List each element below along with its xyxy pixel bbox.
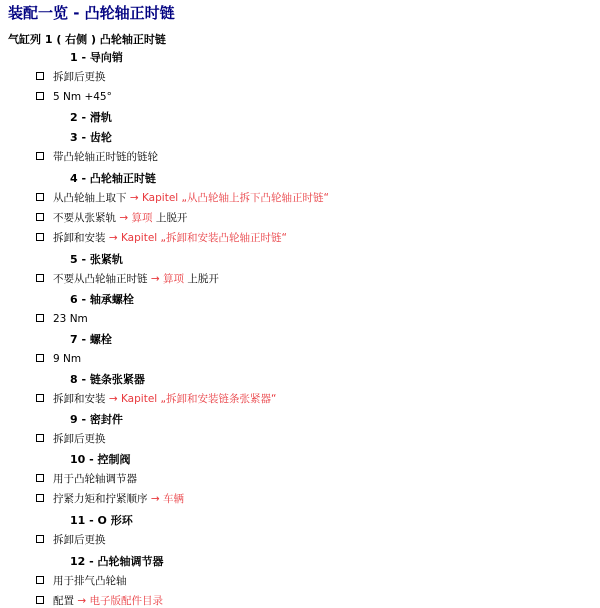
note-row: [36, 533, 106, 547]
note-text: 23 Nm: [53, 313, 88, 325]
bullet-box-icon: [36, 314, 44, 322]
bullet-box-icon: [36, 394, 44, 402]
section-title: 气缸列 1 ( 右侧 ) 凸轮轴正时链: [8, 33, 166, 46]
cross-reference-link[interactable]: → 电子版配件目录: [77, 595, 163, 607]
note-row: [36, 432, 106, 446]
bullet-box-icon: [36, 152, 44, 160]
cross-reference-link[interactable]: → Kapitel „从凸轮轴上拆下凸轮轴正时链“: [129, 192, 329, 204]
note-text: 拆卸和安装: [53, 393, 109, 405]
part-heading: 1 - 导向销: [70, 51, 123, 64]
note-text: 不要从张紧轨: [53, 212, 120, 224]
bullet-box-icon: [36, 535, 44, 543]
bullet-box-icon: [36, 72, 44, 80]
bullet-box-icon: [36, 596, 44, 604]
bullet-box-icon: [36, 213, 44, 221]
note-row: [36, 231, 287, 245]
note-text: 用于凸轮轴调节器: [53, 473, 137, 485]
note-row: [36, 90, 112, 104]
bullet-box-icon: [36, 474, 44, 482]
note-row: [36, 472, 137, 486]
bullet-box-icon: [36, 233, 44, 241]
page-title: 装配一览 - 凸轮轴正时链: [8, 4, 175, 22]
cross-reference-link[interactable]: → Kapitel „拆卸和安装凸轮轴正时链“: [108, 232, 287, 244]
part-heading: 9 - 密封件: [70, 413, 123, 426]
note-row: [36, 150, 158, 164]
bullet-box-icon: [36, 92, 44, 100]
cross-reference-link[interactable]: → 算项: [119, 212, 153, 224]
note-text: 从凸轮轴上取下: [53, 192, 130, 204]
note-row: [36, 191, 329, 205]
part-heading: 6 - 轴承螺栓: [70, 293, 134, 306]
note-text: 9 Nm: [53, 353, 82, 365]
note-text: 上脱开: [152, 212, 188, 224]
part-heading: 4 - 凸轮轴正时链: [70, 172, 156, 185]
note-row: [36, 312, 88, 326]
note-row: [36, 352, 81, 366]
bullet-box-icon: [36, 354, 44, 362]
note-text: 配置: [53, 595, 78, 607]
cross-reference-link[interactable]: → Kapitel „拆卸和安装链条张紧器“: [108, 393, 277, 405]
part-heading: 11 - O 形环: [70, 514, 133, 527]
note-text: 不要从凸轮轴正时链: [53, 273, 151, 285]
note-text: 拆卸后更换: [53, 71, 106, 83]
part-heading: 7 - 螺栓: [70, 333, 112, 346]
bullet-box-icon: [36, 193, 44, 201]
note-text: 上脱开: [183, 273, 219, 285]
note-row: [36, 211, 187, 225]
note-text: 拆卸和安装: [53, 232, 109, 244]
cross-reference-link[interactable]: → 车辆: [150, 493, 184, 505]
note-row: [36, 594, 163, 608]
part-heading: 2 - 滑轨: [70, 111, 112, 124]
note-text: 拆卸后更换: [53, 433, 106, 445]
bullet-box-icon: [36, 576, 44, 584]
cross-reference-link[interactable]: → 算项: [150, 273, 184, 285]
bullet-box-icon: [36, 434, 44, 442]
part-heading: 10 - 控制阀: [70, 453, 131, 466]
part-heading: 3 - 齿轮: [70, 131, 112, 144]
note-text: 拆卸后更换: [53, 534, 106, 546]
note-text: 拧紧力矩和拧紧顺序: [53, 493, 151, 505]
note-row: [36, 70, 106, 84]
note-text: 带凸轮轴正时链的链轮: [53, 151, 158, 163]
part-heading: 8 - 链条张紧器: [70, 373, 145, 386]
note-row: [36, 272, 219, 286]
note-row: [36, 392, 276, 406]
part-heading: 5 - 张紧轨: [70, 253, 123, 266]
bullet-box-icon: [36, 494, 44, 502]
note-text: 用于排气凸轮轴: [53, 575, 127, 587]
note-text: 5 Nm +45°: [53, 91, 112, 103]
bullet-box-icon: [36, 274, 44, 282]
part-heading: 12 - 凸轮轴调节器: [70, 555, 164, 568]
note-row: [36, 574, 127, 588]
note-row: [36, 492, 184, 506]
